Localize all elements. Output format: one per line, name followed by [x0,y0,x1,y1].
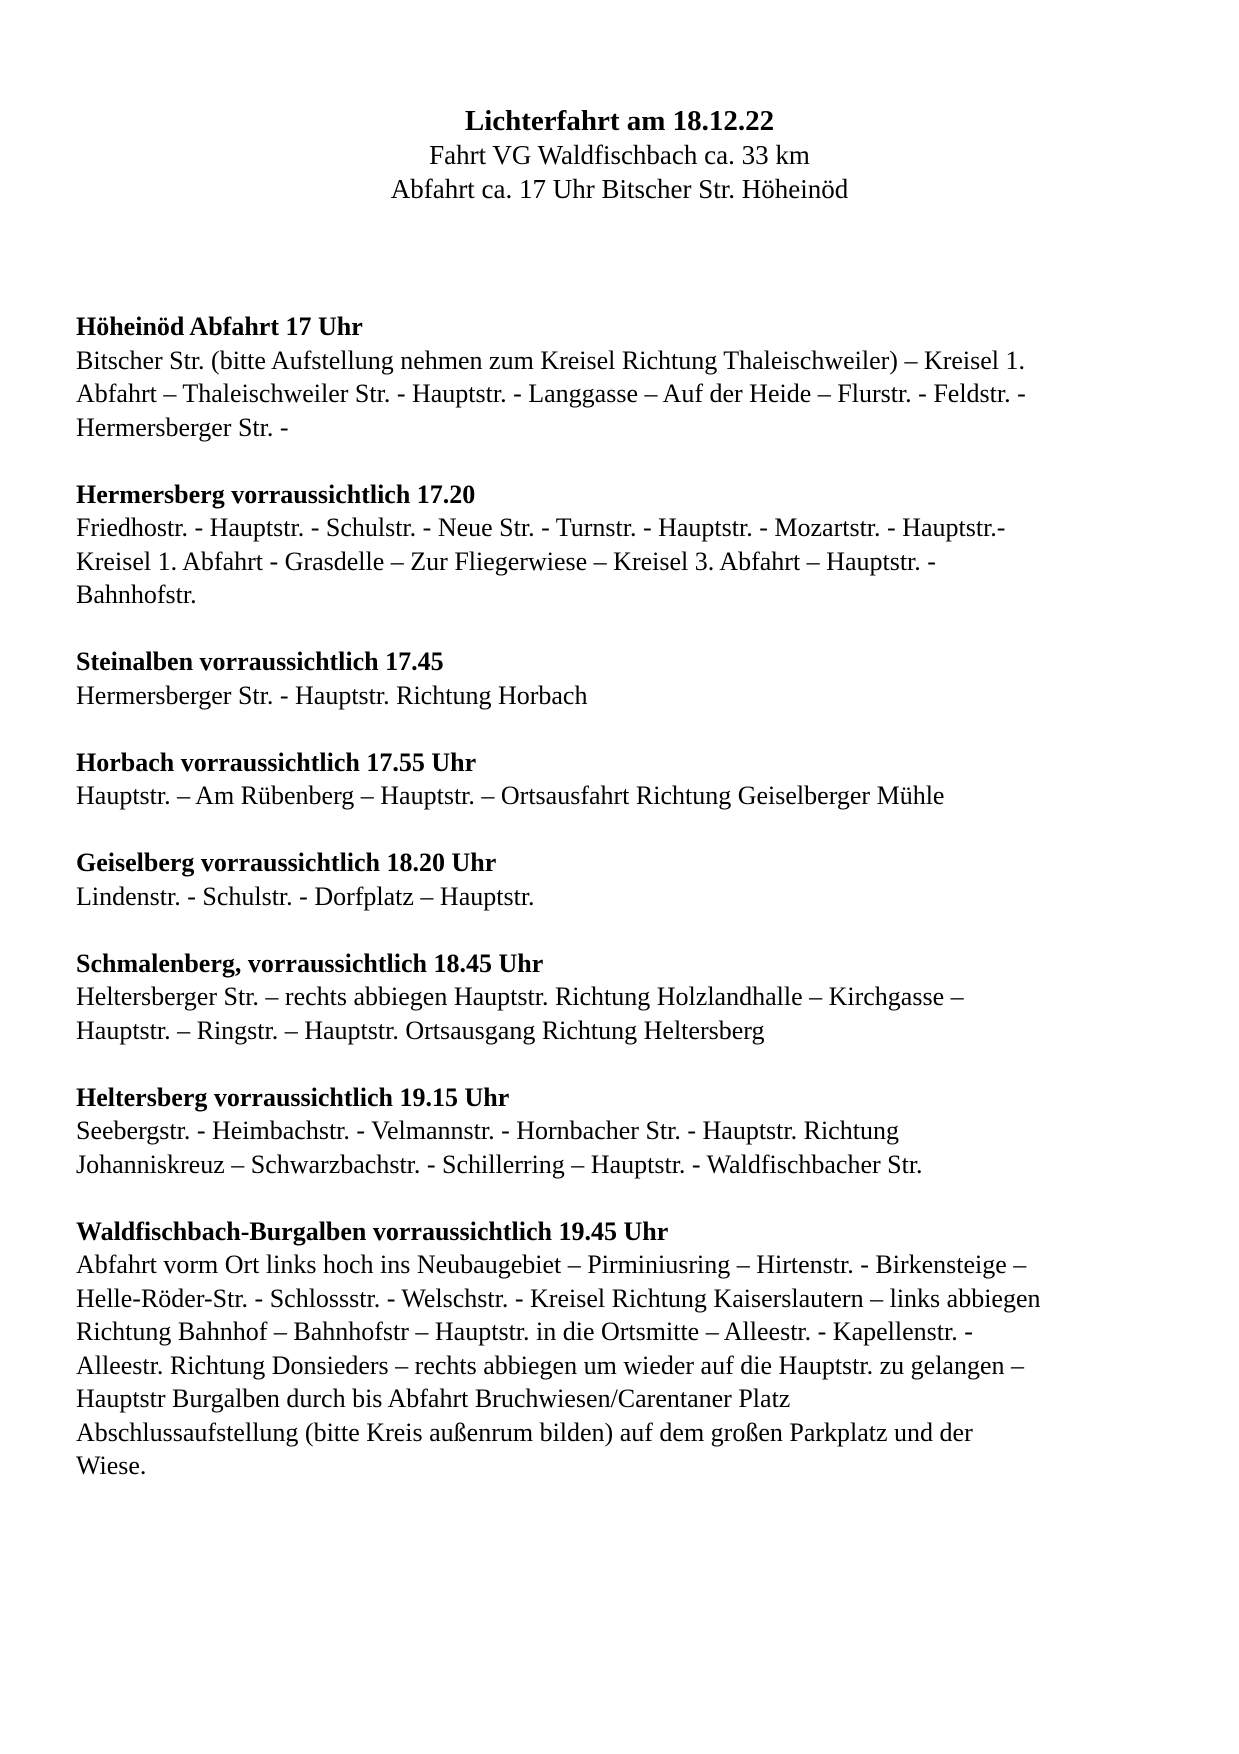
route-line: Hermersberger Str. - Hauptstr. Richtung Horbach [76,680,588,710]
route-line: Kreisel 1. Abfahrt - Grasdelle – Zur Fliegerwiese – Kreisel 3. Abfahrt – Hauptstr. - [76,546,936,576]
section-body [76,511,1176,612]
document-header [0,104,1239,206]
route-line: Bahnhofstr. [76,580,197,609]
section-hoeheinoed [76,310,1176,444]
section-title: Heltersberg vorraussichtlich 19.15 Uhr [76,1082,510,1112]
section-body [76,679,1176,713]
route-line: Heltersberger Str. – rechts abbiegen Hauptstr. Richtung Holzlandhalle – Kirchgasse – [76,982,964,1011]
section-hermersberg [76,478,1176,612]
route-line: Abfahrt vorm Ort links hoch ins Neubaugebiet – Pirminiusring – Hirtenstr. - Birkensteige – [76,1250,1027,1279]
route-line: Abfahrt – Thaleischweiler Str. - Hauptstr. - Langgasse – Auf der Heide – Flurstr. - Feldstr. - [76,379,1026,408]
departure-info: Abfahrt ca. 17 Uhr Bitscher Str. Höheinöd [390,174,849,204]
route-line: Helle-Röder-Str. - Schlossstr. - Welschstr. - Kreisel Richtung Kaiserslautern – links abbiegen [76,1283,1041,1313]
route-line: Abschlussaufstellung (bitte Kreis außenrum bilden) auf dem großen Parkplatz und der [76,1417,973,1447]
section-title: Horbach vorraussichtlich 17.55 Uhr [76,747,477,777]
section-body [76,1248,1176,1483]
section-body [76,344,1176,445]
route-line: Hermersberger Str. - [76,412,289,442]
route-line: Alleestr. Richtung Donsieders – rechts abbiegen um wieder auf die Hauptstr. zu gelangen – [76,1350,1025,1380]
route-line: Hauptstr. – Ringstr. – Hauptstr. Ortsausgang Richtung Heltersberg [76,1015,765,1045]
route-line: Friedhostr. - Hauptstr. - Schulstr. - Neue Str. - Turnstr. - Hauptstr. - Mozartstr. - Hauptstr.- [76,513,1006,542]
route-summary: Fahrt VG Waldfischbach ca. 33 km [429,140,810,170]
section-steinalben [76,645,1176,712]
route-sections [76,310,1176,1516]
section-title: Waldfischbach-Burgalben vorraussichtlich 19.45 Uhr [76,1216,669,1246]
route-line: Hauptstr. – Am Rübenberg – Hauptstr. – Ortsausfahrt Richtung Geiselberger Mühle [76,781,945,810]
route-line: Wiese. [76,1451,147,1480]
route-line: Johanniskreuz – Schwarzbachstr. - Schillerring – Hauptstr. - Waldfischbacher Str. [76,1149,923,1179]
section-schmalenberg [76,947,1176,1048]
section-body [76,1114,1176,1181]
section-title: Höheinöd Abfahrt 17 Uhr [76,312,363,341]
route-line: Bitscher Str. (bitte Aufstellung nehmen zum Kreisel Richtung Thaleischweiler) – Kreisel 1. [76,345,1026,375]
section-waldfischbach-burgalben [76,1215,1176,1483]
section-body [76,880,1176,914]
section-horbach [76,746,1176,813]
route-line: Lindenstr. - Schulstr. - Dorfplatz – Hauptstr. [76,881,535,911]
document-title: Lichterfahrt am 18.12.22 [464,105,775,137]
section-title: Schmalenberg, vorraussichtlich 18.45 Uhr [76,948,544,978]
section-title: Steinalben vorraussichtlich 17.45 [76,647,444,676]
section-body [76,980,1176,1047]
section-title: Geiselberg vorraussichtlich 18.20 Uhr [76,848,497,877]
route-line: Seebergstr. - Heimbachstr. - Velmannstr. - Hornbacher Str. - Hauptstr. Richtung [76,1116,899,1145]
section-body [76,779,1176,813]
section-heltersberg [76,1081,1176,1182]
section-title: Hermersberg vorraussichtlich 17.20 [76,479,476,509]
route-line: Hauptstr Burgalben durch bis Abfahrt Bruchwiesen/Carentaner Platz [76,1384,791,1413]
route-line: Richtung Bahnhof – Bahnhofstr – Hauptstr. in die Ortsmitte – Alleestr. - Kapellenstr. - [76,1317,973,1346]
section-geiselberg [76,846,1176,913]
